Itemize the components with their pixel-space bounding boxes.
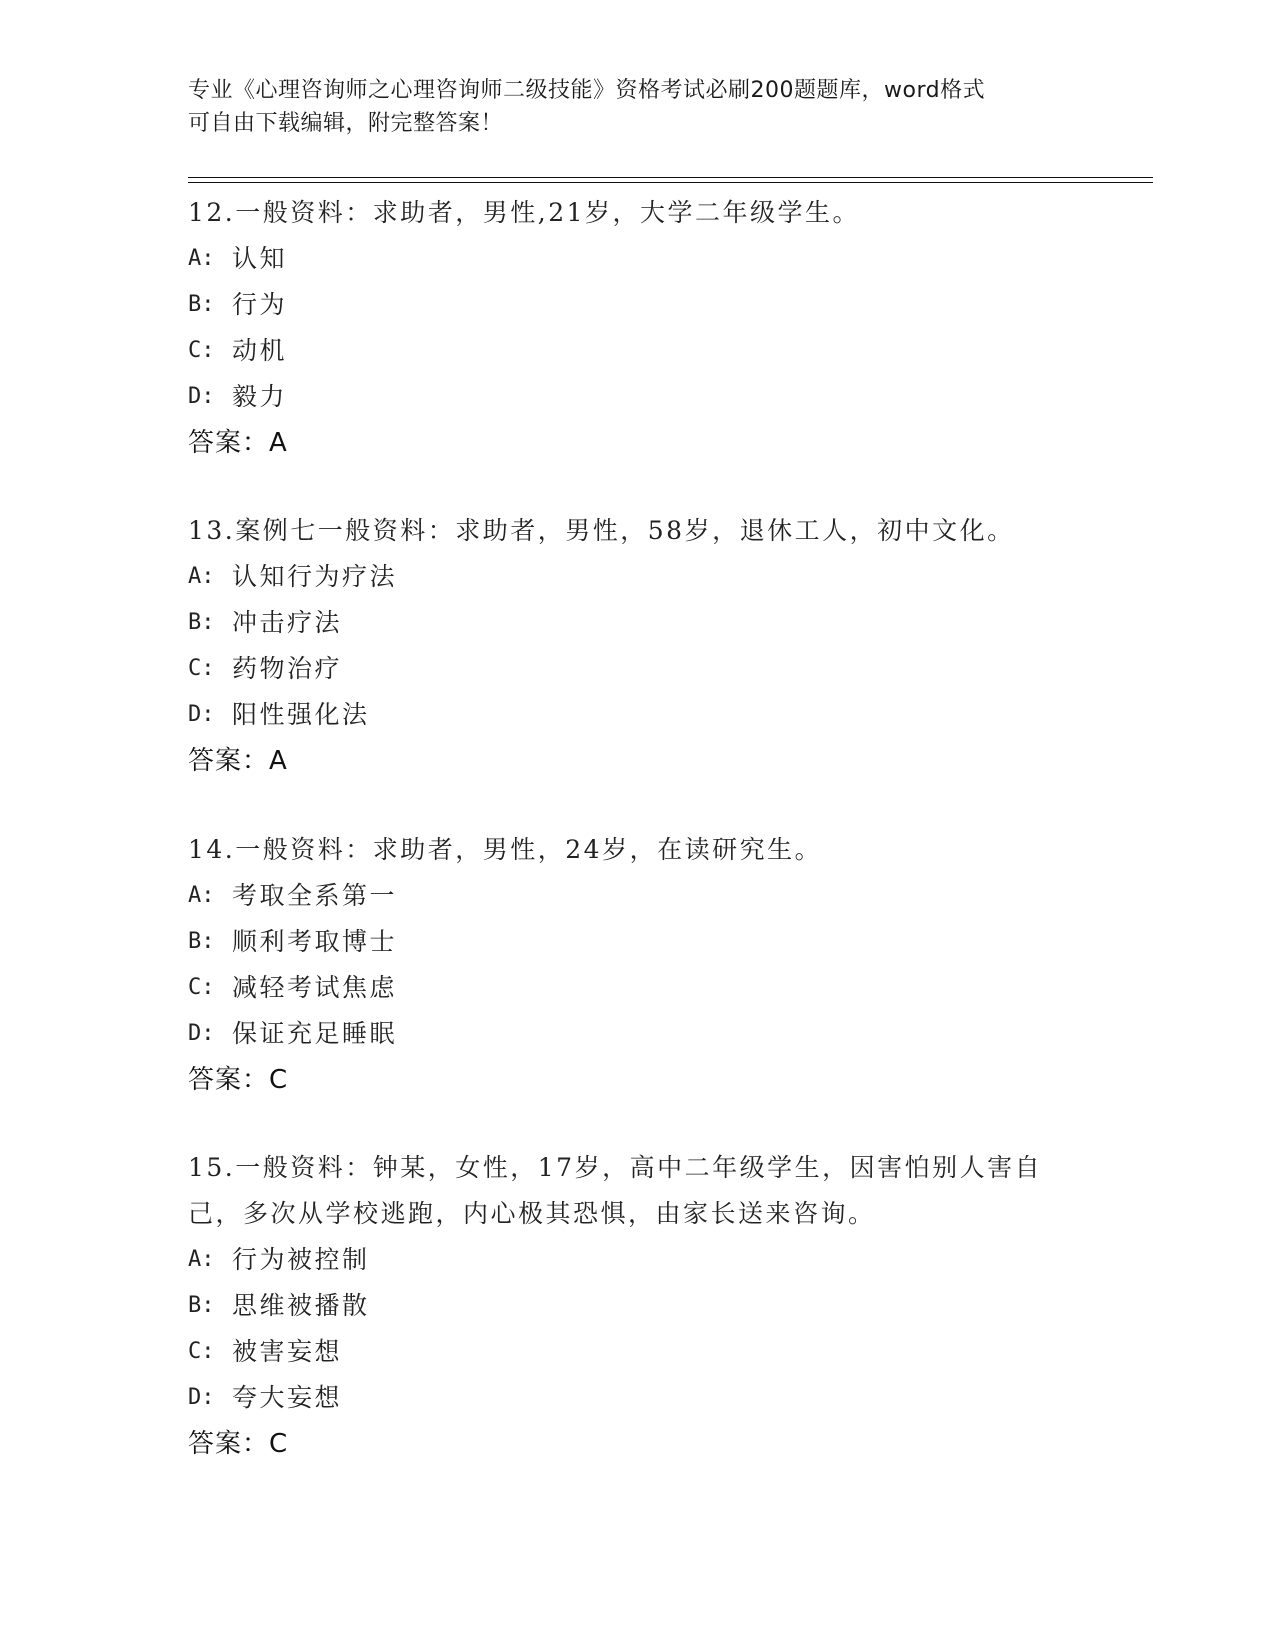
option-letter: B:	[188, 929, 215, 954]
option-c	[188, 965, 1088, 1011]
option-text: 思维被播散	[232, 1291, 370, 1320]
header-line-1: 专业《心理咨询师之心理咨询师二级技能》资格考试必刷200题题库，word格式	[188, 78, 986, 103]
header-divider-bottom	[188, 182, 1153, 183]
option-c	[188, 328, 1088, 374]
option-text: 夸大妄想	[232, 1383, 343, 1412]
option-text: 动机	[232, 336, 288, 365]
option-d	[188, 374, 1088, 420]
option-c	[188, 646, 1088, 692]
option-b	[188, 600, 1088, 646]
option-text: 认知	[232, 244, 288, 273]
option-text: 认知行为疗法	[232, 562, 398, 591]
option-text: 行为被控制	[232, 1245, 370, 1274]
option-a	[188, 873, 1088, 919]
option-a	[188, 554, 1088, 600]
question-stem: 13.案例七一般资料：求助者，男性，58岁，退休工人，初中文化。	[188, 516, 1015, 545]
option-text: 被害妄想	[232, 1337, 343, 1366]
option-c	[188, 1329, 1088, 1375]
option-text: 顺利考取博士	[232, 927, 398, 956]
option-text: 阳性强化法	[232, 700, 370, 729]
question-stem: 14.一般资料：求助者，男性，24岁，在读研究生。	[188, 835, 823, 864]
option-b	[188, 1283, 1088, 1329]
option-a	[188, 236, 1088, 282]
question-12	[188, 190, 1088, 466]
option-text: 毅力	[232, 382, 288, 411]
header-line-2: 可自由下载编辑，附完整答案！	[188, 111, 504, 136]
question-13	[188, 508, 1088, 784]
option-letter: A:	[188, 564, 215, 589]
option-text: 药物治疗	[232, 654, 343, 683]
question-14	[188, 827, 1088, 1103]
option-letter: D:	[188, 702, 215, 727]
question-15	[188, 1145, 1088, 1467]
document-header	[188, 74, 1088, 140]
option-letter: A:	[188, 246, 215, 271]
option-d	[188, 692, 1088, 738]
option-letter: D:	[188, 384, 215, 409]
option-letter: D:	[188, 1385, 215, 1410]
option-letter: C:	[188, 975, 215, 1000]
question-stem-line-1: 15.一般资料：钟某，女性，17岁，高中二年级学生，因害怕别人害自	[188, 1153, 1043, 1182]
header-divider-top	[188, 177, 1153, 178]
option-letter: B:	[188, 292, 215, 317]
answer-line: 答案：A	[188, 746, 288, 776]
option-letter: B:	[188, 610, 215, 635]
question-stem: 12.一般资料：求助者，男性,21岁，大学二年级学生。	[188, 198, 861, 227]
option-text: 考取全系第一	[232, 881, 398, 910]
option-letter: A:	[188, 1247, 215, 1272]
option-d	[188, 1011, 1088, 1057]
question-stem-line-2: 己，多次从学校逃跑，内心极其恐惧，由家长送来咨询。	[188, 1199, 876, 1228]
option-b	[188, 919, 1088, 965]
option-a	[188, 1237, 1088, 1283]
answer-line: 答案：C	[188, 1065, 289, 1095]
option-letter: C:	[188, 338, 215, 363]
option-letter: C:	[188, 1339, 215, 1364]
option-letter: B:	[188, 1293, 215, 1318]
option-letter: A:	[188, 883, 215, 908]
option-text: 行为	[232, 290, 288, 319]
option-letter: D:	[188, 1021, 215, 1046]
option-text: 冲击疗法	[232, 608, 343, 637]
answer-line: 答案：C	[188, 1429, 289, 1459]
option-d	[188, 1375, 1088, 1421]
option-text: 减轻考试焦虑	[232, 973, 398, 1002]
option-letter: C:	[188, 656, 215, 681]
option-b	[188, 282, 1088, 328]
option-text: 保证充足睡眠	[232, 1019, 398, 1048]
answer-line: 答案：A	[188, 428, 288, 458]
